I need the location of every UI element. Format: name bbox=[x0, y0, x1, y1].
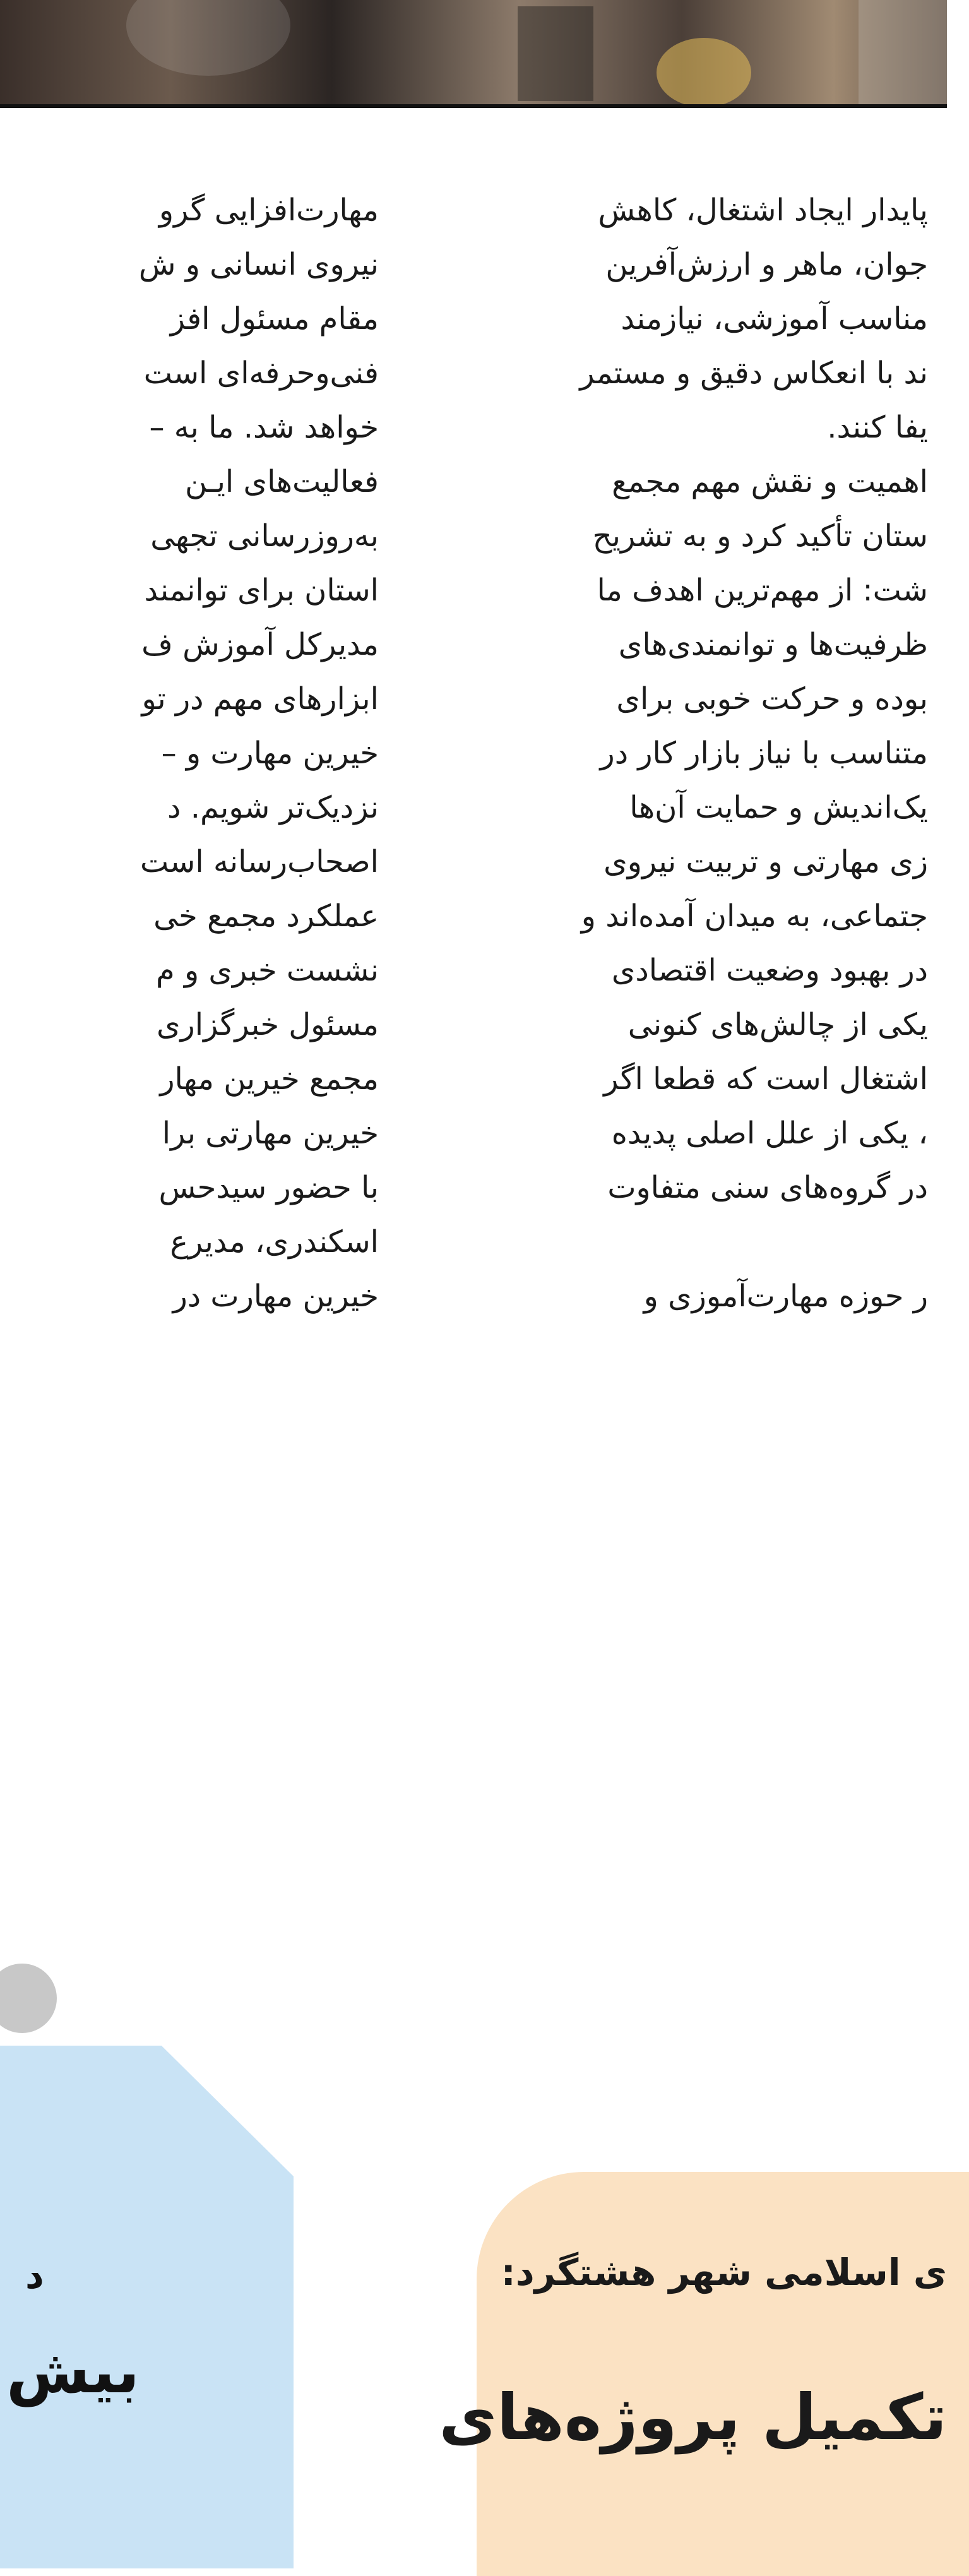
article-column-right bbox=[436, 183, 928, 1323]
top-photo bbox=[0, 0, 947, 104]
text-line: اصحاب‌رسانه است bbox=[140, 844, 379, 880]
text-line: نزدیک‌تر شویم. د bbox=[167, 790, 379, 825]
text-line: مهارت‌افزایی گرو bbox=[158, 193, 379, 228]
text-line: نشست خبری و م bbox=[155, 953, 379, 988]
separator-rule bbox=[0, 104, 947, 108]
text-line: مسئول خبرگزاری bbox=[156, 1007, 379, 1042]
text-line bbox=[436, 1215, 928, 1269]
blue-headline-box bbox=[0, 2046, 294, 2568]
text-line: ابزارهای مهم در تو bbox=[141, 681, 379, 717]
text-line: پایدار ایجاد اشتغال، کاهش bbox=[598, 193, 928, 228]
text-line: اسکندری، مدیرع bbox=[170, 1224, 379, 1260]
text-line: ظرفیت‌ها و توانمندی‌های bbox=[618, 627, 928, 662]
text-line: یکی از چالش‌های کنونی bbox=[627, 1007, 928, 1042]
blue-box-kicker: د bbox=[25, 2254, 44, 2297]
text-line: بوده و حرکت خوبی برای bbox=[616, 681, 928, 717]
text-line: جوان، ماهر و ارزش‌آفرین bbox=[605, 247, 928, 282]
text-line: مناسب آموزشی، نیازمند bbox=[621, 301, 928, 337]
text-line: متناسب با نیاز بازار کار در bbox=[600, 736, 928, 771]
text-line: مجمع خیرین مهار bbox=[160, 1061, 379, 1097]
text-line: با حضور سیدحس bbox=[158, 1170, 379, 1205]
text-line: در گروه‌های سنی متفاوت bbox=[607, 1170, 928, 1205]
text-line: نیروی انسانی و ش bbox=[138, 247, 379, 282]
decorative-circle bbox=[0, 1964, 57, 2033]
blue-box-headline: بیش bbox=[6, 2336, 140, 2407]
text-line: اهمیت و نقش مهم مجمع bbox=[612, 464, 928, 499]
peach-headline-box bbox=[439, 2172, 969, 2576]
text-line: استان برای توانمند bbox=[144, 573, 379, 608]
text-line: عملکرد مجمع خی bbox=[153, 898, 379, 934]
text-line: زی مهارتی و تربیت نیروی bbox=[603, 844, 928, 880]
text-line: خیرین مهارت در bbox=[172, 1279, 379, 1314]
article-column-left bbox=[0, 183, 379, 1323]
text-line: جتماعی، به میدان آمده‌اند و bbox=[581, 898, 928, 934]
text-line: مدیرکل آموزش ف bbox=[141, 627, 379, 662]
text-line: فنی‌وحرفه‌ای است bbox=[143, 355, 379, 391]
text-line: ستان تأکید کرد و به تشریح bbox=[592, 518, 928, 554]
text-line: فعالیت‌های ایـن bbox=[184, 464, 379, 499]
peach-box-headline: تکمیل پروژه‌های bbox=[439, 2380, 947, 2454]
text-line: اشتغال است که قطعا اگر bbox=[603, 1061, 928, 1097]
text-line: شت: از مهم‌ترین اهدف ما bbox=[597, 573, 928, 608]
text-line: ، یکی از علل اصلی پدیده bbox=[611, 1116, 928, 1151]
text-line: خیرین مهارت و – bbox=[161, 736, 379, 771]
text-line: خواهد شد. ما به – bbox=[149, 410, 379, 445]
text-line: یک‌اندیش و حمایت آن‌ها bbox=[629, 790, 928, 825]
text-line: مقام مسئول افز bbox=[170, 301, 379, 337]
text-line: یفا کنند. bbox=[827, 410, 928, 445]
text-line: در بهبود وضعیت اقتصادی bbox=[611, 953, 928, 988]
peach-box-kicker: ی اسلامی شهر هشتگرد: bbox=[501, 2251, 947, 2294]
text-line: خیرین مهارتی برا bbox=[162, 1116, 379, 1151]
text-line: ند با انعکاس دقیق و مستمر bbox=[580, 355, 928, 391]
text-line: به‌روزرسانی تجهی bbox=[150, 518, 379, 554]
text-line: ر حوزه مهارت‌آموزی و bbox=[643, 1279, 928, 1314]
